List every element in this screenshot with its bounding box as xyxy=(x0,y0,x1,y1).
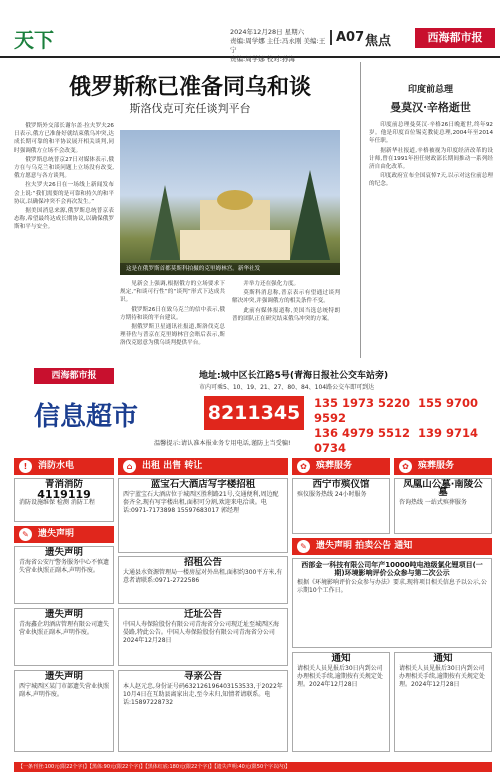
ad-box xyxy=(14,478,114,522)
kremlin-illustration xyxy=(120,130,340,275)
ad-box-title: 通知 xyxy=(331,653,351,664)
article-paragraph: 拉夫罗夫26日在一场线上新闻发布会上说:“我们需要的是可靠和持久的和平协议,以确保冲突不会再次发生。” xyxy=(14,182,114,205)
ad-price-footer: 【一条刊登:100元(限22个字)】【黑体:90元(限22个字)】【黑体红底:180元(限22个字)】【遗失声明:40元(限50个字以内)】 xyxy=(14,762,492,772)
ad-banner xyxy=(14,360,492,456)
article-paragraph: 俄罗斯总统普京27日对媒体表示,俄方在与乌克兰和谈问题上立场没有改变,俄方愿意与各方谈判。 xyxy=(14,156,114,180)
page-number: A07 xyxy=(330,30,364,45)
ad-box-text: 青海鑫企玥酒店管理有限公司遗失营业执照正副本,声明作废。 xyxy=(19,621,110,636)
ad-box-title: 迁址公告 xyxy=(183,609,222,620)
ad-box xyxy=(118,608,288,666)
ad-box-text: 西宁城西区某门市部遗失营业执照副本,声明作废。 xyxy=(19,683,110,698)
ad-box-title: 蓝宝石大酒店写字楼招租 xyxy=(150,479,256,490)
article-column-1 xyxy=(14,122,114,357)
issue-date: 2024年12月28日 星期六 xyxy=(230,28,305,36)
ad-box xyxy=(118,670,288,752)
ad-box-title: 招租公告 xyxy=(183,557,222,568)
page-header xyxy=(0,0,500,63)
sidebar-article xyxy=(360,62,492,358)
sidebar-body xyxy=(369,121,493,189)
article-paragraph: 据俄罗斯卫星通讯社报道,斯洛伐克总理菲佐与普京在克里姆林宫会晤后表示,斯洛伐克愿意为俄乌谈判提供平台。 xyxy=(120,324,225,347)
ad-box-text: 请相关人员见报后30日内到公司办理相关手续,逾期按有关规定处理。2024年12月28日 xyxy=(297,665,383,688)
ad-section-label: 殡葬服务 xyxy=(418,461,455,471)
ad-section-bar xyxy=(292,538,492,555)
editor-credit: 责编:周学娜 主任:冯永刚 美编:王宁 xyxy=(230,37,326,54)
ad-box-text: 殡仪服务热线 24小时服务 xyxy=(297,491,367,498)
article-paragraph: 莫斯科消息称,普京表示有望通过谈判解决冲突,并强调俄方的相关条件不变。 xyxy=(232,290,340,305)
ad-box-title: 西宁市殡仪馆 xyxy=(312,479,370,490)
ad-box-text: 根据《环境影响评价公众参与办法》要求,现将项目相关信息予以公示,公示期10个工作日。 xyxy=(297,579,487,594)
ad-box-phone: 4119119 xyxy=(37,488,91,501)
ad-box-text: 本人赵元忠,身份证号码632126196403153533,于2022年10月4日在互助县离家出走,至今未归,知情者请联系。电话:15897228732 xyxy=(123,683,283,706)
ad-box xyxy=(292,652,390,752)
ad-section-bar xyxy=(118,458,288,475)
ad-section-bar xyxy=(14,458,114,475)
article-paragraph: 并举力还在强化力度。 xyxy=(243,281,300,287)
ad-section-bar xyxy=(394,458,492,475)
key-icon: ⌂ xyxy=(123,460,136,473)
ad-box-title: 西部金一科技有限公司年产10000吨电池级氯化锂项目(一期)环境影响评价公众参与第二次公示 xyxy=(301,561,483,577)
ad-section-label: 出租 出售 转让 xyxy=(142,461,203,471)
ad-box-text: 青海省公安厅警务服务中心不慎遗失营业执照正副本,声明作废。 xyxy=(19,559,110,574)
ad-box xyxy=(292,558,492,648)
ad-phone-list xyxy=(314,396,492,456)
ad-box-text: 大通县水资源管理局一楼房屋对外出租,面积约300平方米,有意者请联系:0971-2722586 xyxy=(123,569,283,584)
flower-icon: ✿ xyxy=(399,460,412,473)
ad-section-bar xyxy=(14,526,114,543)
ad-box xyxy=(394,652,492,752)
article-subhead: 斯洛伐克可充任谈判平台 xyxy=(129,102,251,115)
sidebar-paragraph: 据新华社报道,辛格被视为印度经济改革的设计师,曾在1991年担任财政部长期间推动一系列经济自由化改革。 xyxy=(369,147,493,171)
ad-box xyxy=(118,556,288,604)
ad-box xyxy=(14,608,114,666)
sidebar-kicker: 印度前总理 xyxy=(407,85,453,95)
ad-box-text: 西宁蓝宝石大酒店位于城西区胜利路21号,交通便利,周边配套齐全,现有写字楼出租,面积可分割,欢迎来电洽谈。电话:0971-7173898 15597683017 郭经理 xyxy=(123,491,279,514)
ad-box-title: 通知 xyxy=(433,653,453,664)
ad-routes: 市内可乘5、10、19、21、27、80、84、104路公交车即可到达 xyxy=(199,384,375,391)
ad-address: 地址:城中区长江路5号(青海日报社公交车站旁) xyxy=(199,371,389,381)
ad-box-title: 凤凰山公墓·南陵公墓 xyxy=(403,479,483,498)
kremlin-photo xyxy=(120,130,340,275)
ad-main-phone: 8211345 xyxy=(204,396,304,430)
ad-phone: 139 9714 0734 xyxy=(314,426,479,455)
masthead-logo: 西海都市报 xyxy=(415,28,495,48)
ad-box-title: 遗失声明 xyxy=(44,547,83,558)
doc-icon: ✎ xyxy=(297,540,310,553)
ad-box xyxy=(14,670,114,752)
sidebar-paragraph: 印度政府宣布全国哀悼7天,以示对这位前总理的纪念。 xyxy=(369,173,493,188)
ad-box xyxy=(292,478,390,534)
article-paragraph: 见新会上强调,根据俄方的立场要求下规定,“和谈可行性”的“谈判”形式下达成共识。 xyxy=(120,281,225,304)
article-paragraph: 俄罗斯26日在致乌克兰的信中表示,俄方期待和谈的平台建议。 xyxy=(120,306,225,321)
article-paragraph: 俄罗斯外交部长谢尔盖·拉夫罗夫26日表示,俄方已准备好就结束俄乌冲突,达成长期可靠的和平协议展开相关谈判,同时强调俄方立场不会改变。 xyxy=(14,123,114,154)
sidebar-paragraph: 印度前总理曼莫汉·辛格26日晚逝世,终年92岁。他是印度首位锡克教徒总理,2004年至2014年任职。 xyxy=(369,122,493,145)
fire-icon: ! xyxy=(19,460,32,473)
ad-warning: 温馨提示:请认准本报业务专用电话,谨防上当受骗! xyxy=(154,440,291,447)
flower-icon: ✿ xyxy=(297,460,310,473)
ad-section-label: 遗失声明 拍卖公告 通知 xyxy=(316,541,413,551)
ad-phone: 135 1973 5220 xyxy=(314,396,411,410)
ad-section-label: 消防水电 xyxy=(38,461,75,471)
section-name: 天下 xyxy=(14,28,54,52)
article-paragraph: 据美国消息来源,俄罗斯总统普京表态称,希望最终达成长期协议,以确保俄罗斯和平与安全。 xyxy=(14,208,114,231)
article-column-2 xyxy=(120,280,225,358)
photo-caption: 这是在俄罗斯首都莫斯科拍摄的克里姆林宫。新华社发 xyxy=(120,263,340,275)
article-column-3 xyxy=(232,280,340,358)
ad-box-title: 寻亲公告 xyxy=(183,671,222,682)
ad-box-text: 消防设施维保 检测 消防工程 xyxy=(19,499,95,506)
ad-box-text: 咨询热线 一站式殡葬服务 xyxy=(399,499,467,506)
ad-box xyxy=(14,546,114,604)
ad-box-text: 中国人寿保险股份有限公司青海省分公司现迁址至城西区海晏路,特此公告。中国人寿保险股份有限公司青海省分公司 2024年12月28日 xyxy=(123,621,280,644)
classified-ads xyxy=(0,360,500,775)
section-tag: 焦点 xyxy=(365,34,392,49)
ad-box-title: 遗失声明 xyxy=(44,671,83,682)
doc-icon: ✎ xyxy=(19,528,32,541)
ad-box-title: 青消消防 xyxy=(44,479,83,490)
sidebar-title: 曼莫汉·辛格逝世 xyxy=(390,101,471,114)
ad-box xyxy=(118,478,288,553)
article-paragraph: 此前有媒体报道称,美国当选总统特朗普的团队正在研究结束俄乌冲突的方案。 xyxy=(232,307,340,322)
ad-phone: 155 9700 9592 xyxy=(314,396,479,425)
ad-section-label: 殡葬服务 xyxy=(316,461,353,471)
ad-box-title: 遗失声明 xyxy=(44,609,83,620)
ad-box-text: 请相关人员见报后30日内到公司办理相关手续,逾期按有关规定处理。2024年12月28日 xyxy=(399,665,485,688)
article-headline: 俄罗斯称已准备同乌和谈 xyxy=(68,74,311,100)
ad-section-bar xyxy=(292,458,390,475)
header-meta xyxy=(230,28,330,64)
ad-box xyxy=(394,478,492,534)
ad-phone: 136 4979 5512 xyxy=(314,426,411,440)
proof-credit: 责编:周学娜 校对:孙海 xyxy=(230,55,295,63)
ad-logo: 西海都市报 xyxy=(34,368,114,384)
ad-title: 信息超市 xyxy=(34,402,139,432)
ad-section-label: 遗失声明 xyxy=(38,529,75,539)
